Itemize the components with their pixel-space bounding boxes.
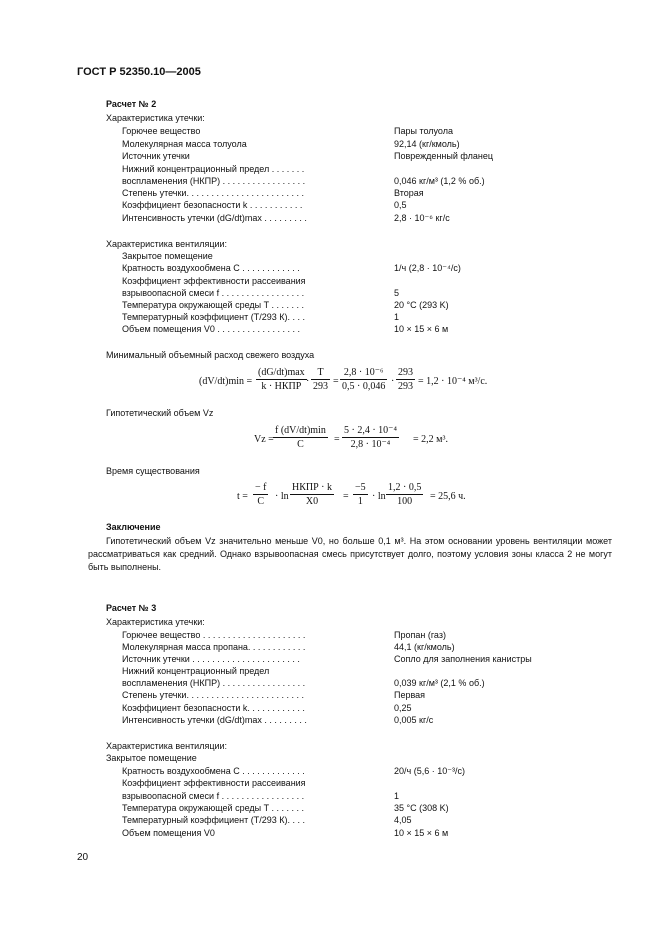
calc2-vent-label-0: Закрытое помещение: [122, 251, 213, 261]
calc3-leak-value-6: 0,25: [394, 703, 412, 713]
f1-eq: =: [333, 376, 339, 387]
calc2-leak-label-5: Степень утечки. . . . . . . . . . . . . . . . . . . . . . . .: [122, 188, 304, 198]
conclusion-text: Гипотетический объем Vz значительно меньше V0, но больше 0,1 м³. На этом основании уровень вентиляции может рассматриваться как средний. Однако взрывоопасная смесь присутствует долго, поэтому условия зоны класса 2 не могут быть выполнены.: [88, 536, 612, 572]
calc3-vent-heading: Характеристика вентиляции:: [106, 741, 228, 751]
f3-den-4: 100: [397, 496, 413, 507]
calc3-leak-value-5: Первая: [394, 690, 426, 700]
calc2-vent-value-3: 5: [394, 288, 400, 298]
calc2-vent-value-5: 1: [394, 312, 400, 322]
calc2-leak-value-6: 0,5: [394, 200, 407, 210]
f2-frac-1: [273, 425, 328, 450]
calc3-leak-value-7: 0,005 кг/с: [394, 715, 434, 725]
calc2-vent-heading: Характеристика вентиляции:: [106, 239, 228, 249]
f1-frac-4: [396, 367, 415, 392]
calc2-leak-value-5: Вторая: [394, 188, 424, 198]
f1-num-2: T: [317, 367, 324, 378]
f1-bar-4: [396, 379, 415, 380]
f2-bar-1: [273, 437, 328, 438]
f2-frac-2: [342, 425, 399, 450]
f3-frac-1: [253, 482, 268, 507]
calc2-leak-label-7: Интенсивность утечки (dG/dt)max . . . . . . . . .: [122, 213, 307, 223]
calc3-vent-value-0: 20/ч (5,6 · 10⁻³/с): [394, 766, 465, 776]
calc2-vent-label-1: Кратность воздухообмена C . . . . . . . . . . . .: [122, 263, 300, 273]
f3-num-4: 1,2 · 0,5: [388, 482, 422, 493]
f1-den-3: 0,5 · 0,046: [342, 381, 386, 392]
min-flow-heading: Минимальный объемный расход свежего воздуха: [106, 350, 315, 360]
calc2-leak-label-0: Горючее вещество: [122, 126, 201, 136]
f1-bar-1: [256, 379, 307, 380]
calc2-vent-label-3: взрывоопасной смеси f . . . . . . . . . . . . . . . . .: [122, 288, 305, 298]
calc3-leak-label-2: Источник утечки . . . . . . . . . . . . . . . . . . . . . .: [122, 654, 300, 664]
calc3-leak-label-5: Степень утечки. . . . . . . . . . . . . . . . . . . . . . . .: [122, 690, 304, 700]
f3-num-1: − f: [255, 482, 267, 493]
calc2-vent-value-4: 20 °C (293 K): [394, 300, 449, 310]
calc3-vent-label-5: Объем помещения V0: [122, 828, 215, 838]
f1-num-3: 2,8 · 10⁻⁶: [343, 367, 384, 378]
calc2-vent-label-5: Температурный коэффициент (Т/293 К). . . .: [122, 312, 305, 322]
calc3-leak-value-4: 0,039 кг/м³ (2,1 % об.): [394, 678, 485, 688]
f3-bar-1: [253, 494, 268, 495]
calc3-title: Расчет № 3: [106, 603, 157, 613]
f2-num-1: f (dV/dt)min: [275, 425, 326, 436]
f3-bar-4: [386, 494, 423, 495]
calc2-leak-heading: Характеристика утечки:: [106, 113, 205, 123]
calc2-vent-label-6: Объем помещения V0 . . . . . . . . . . . . . . . . .: [122, 324, 300, 334]
calc2-leak-value-4: 0,046 кг/м³ (1,2 % об.): [394, 176, 485, 186]
f1-den-4: 293: [398, 381, 413, 392]
conclusion-title: Заключение: [106, 522, 161, 532]
calc2-leak-label-2: Источник утечки: [122, 151, 190, 161]
f3-bar-2: [290, 494, 334, 495]
f1-lhs: (dV/dt)min =: [199, 376, 253, 387]
time-heading: Время существования: [106, 466, 200, 476]
f3-frac-3: [353, 482, 368, 507]
f3-lhs: t =: [237, 491, 248, 502]
f1-den-1: k · НКПР: [261, 381, 302, 392]
calc3-vent-label-2: взрывоопасной смеси f . . . . . . . . . . . . . . . . .: [122, 791, 305, 801]
document-header: ГОСТ Р 52350.10—2005: [77, 66, 201, 78]
f1-num-4: 293: [398, 367, 413, 378]
calc2-leak-value-7: 2,8 · 10⁻⁶ кг/с: [394, 213, 450, 223]
calc3-vent-value-4: 4,05: [394, 815, 412, 825]
f1-bar-3: [340, 379, 387, 380]
calc3-leak-label-1: Молекулярная масса пропана. . . . . . . . . . . .: [122, 642, 306, 652]
calc2-leak-label-6: Коэффициент безопасности k . . . . . . . . . . .: [122, 200, 303, 210]
f1-frac-2: [311, 367, 330, 392]
f1-dot-2: ·: [391, 376, 395, 387]
f2-lhs: Vz =: [254, 434, 274, 445]
calc2-leak-value-1: 92,14 (кг/кмоль): [394, 139, 460, 149]
f2-eq: =: [334, 434, 340, 445]
calc2-title: Расчет № 2: [106, 99, 157, 109]
f1-result: = 1,2 · 10⁻⁴ м³/с.: [418, 376, 488, 387]
page-number: 20: [77, 852, 89, 863]
calc3-leak-value-1: 44,1 (кг/кмоль): [394, 642, 455, 652]
calc3-leak-label-6: Коэффициент безопасности k. . . . . . . . . . . .: [122, 703, 305, 713]
f1-den-2: 293: [313, 381, 328, 392]
f2-bar-2: [342, 437, 399, 438]
calc3-leak-value-0: Пропан (газ): [394, 630, 446, 640]
vz-heading: Гипотетический объем Vz: [106, 408, 214, 418]
f3-num-2: НКПР · k: [292, 482, 333, 493]
f3-frac-4: [386, 482, 423, 507]
calc3-leak-label-7: Интенсивность утечки (dG/dt)max . . . . . . . . .: [122, 715, 307, 725]
f3-den-1: C: [257, 496, 265, 507]
calc2-leak-label-4: воспламенения (НКПР) . . . . . . . . . . . . . . . . .: [122, 176, 306, 186]
calc3-leak-label-4: воспламенения (НКПР) . . . . . . . . . . . . . . . . .: [122, 678, 306, 688]
f1-frac-3: [340, 367, 387, 392]
calc2-leak-label-3: Нижний концентрационный предел . . . . . . .: [122, 164, 305, 174]
calc3-vent-value-5: 10 × 15 × 6 м: [394, 828, 449, 838]
calc2-vent-label-4: Температура окружающей среды T . . . . . . .: [122, 300, 304, 310]
f2-den-1: C: [297, 439, 304, 450]
f3-frac-2: [290, 482, 334, 507]
f1-bar-2: [311, 379, 330, 380]
f1-num-1: (dG/dt)max: [258, 367, 305, 378]
calc3-vent-label-4: Температурный коэффициент (Т/293 К). . . .: [122, 815, 305, 825]
f3-eq: =: [343, 491, 349, 502]
calc3-leak-label-0: Горючее вещество . . . . . . . . . . . . . . . . . . . . .: [122, 630, 306, 640]
calc2-vent-value-1: 1/ч (2,8 · 10⁻⁴/с): [394, 263, 461, 273]
calc2-leak-value-2: Поврежденный фланец: [394, 151, 493, 161]
calc2-leak-label-1: Молекулярная масса толуола: [122, 139, 247, 149]
f2-result: = 2,2 м³.: [413, 434, 448, 445]
calc3-vent-value-3: 35 °C (308 K): [394, 803, 449, 813]
f3-result: = 25,6 ч.: [430, 491, 466, 502]
f1-frac-1: [256, 367, 310, 392]
f3-num-3: −5: [355, 482, 366, 493]
calc3-vent-label-0: Кратность воздухообмена C . . . . . . . . . . . . .: [122, 766, 305, 776]
f3-ln-2: · ln: [372, 491, 386, 502]
calc3-vent-label-3: Температура окружающей среды T . . . . . . .: [122, 803, 304, 813]
calc3-room: Закрытое помещение: [106, 753, 197, 763]
calc2-vent-label-2: Коэффициент эффективности рассеивания: [122, 276, 306, 286]
f3-bar-3: [353, 494, 368, 495]
f2-den-2: 2,8 · 10⁻⁴: [350, 439, 391, 450]
f1-dot: ·: [306, 376, 310, 387]
calc3-leak-value-2: Сопло для заполнения канистры: [394, 654, 532, 664]
calc3-leak-heading: Характеристика утечки:: [106, 617, 205, 627]
calc2-leak-value-0: Пары толуола: [394, 126, 453, 136]
calc2-vent-value-6: 10 × 15 × 6 м: [394, 324, 449, 334]
f3-den-2: X0: [305, 496, 319, 507]
calc3-leak-label-3: Нижний концентрационный предел: [122, 666, 270, 676]
f3-den-3: 1: [357, 496, 363, 507]
f3-ln-1: · ln: [275, 491, 289, 502]
f2-num-2: 5 · 2,4 · 10⁻⁴: [344, 425, 397, 436]
calc3-vent-label-1: Коэффициент эффективности рассеивания: [122, 778, 306, 788]
calc3-vent-value-2: 1: [394, 791, 400, 801]
